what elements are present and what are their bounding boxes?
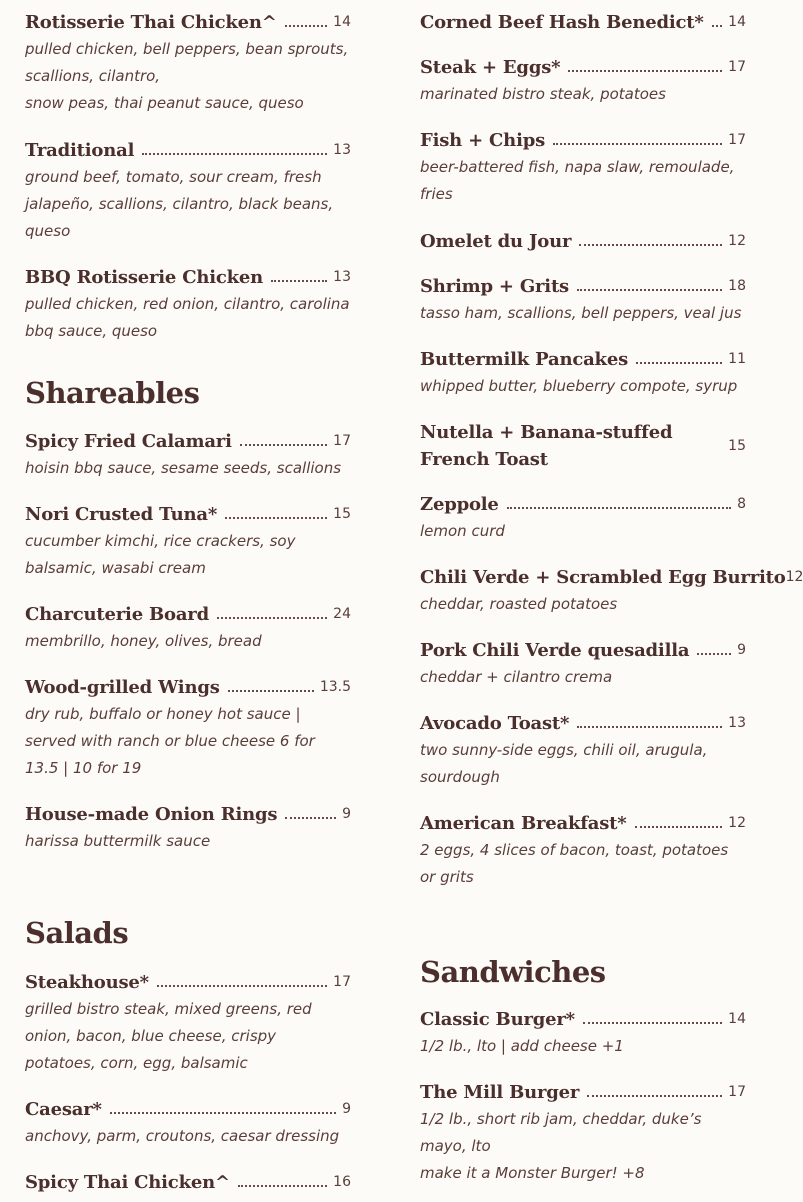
item-name: Omelet du Jour (420, 230, 572, 252)
leader-dots (228, 690, 314, 692)
leader-dots (583, 1022, 722, 1024)
item-name: House-made Onion Rings (25, 803, 278, 825)
item-description: pulled chicken, bell peppers, bean sprouts, scallions, cilantro, (25, 40, 349, 85)
item-name: Nutella + Banana-stuffed French Toast (420, 422, 673, 470)
item-description: whipped butter, blueberry compote, syrup (420, 377, 738, 395)
menu-item (420, 710, 746, 791)
item-name: Steak + Eggs* (420, 56, 561, 78)
menu-item (25, 1096, 351, 1150)
item-name: Chili Verde + Scrambled Egg Burrito (420, 566, 786, 588)
item-note: make it a Monster Burger! +8 (420, 1164, 645, 1182)
item-name: Traditional (25, 139, 135, 161)
item-price: 8 (737, 496, 746, 512)
item-name: Charcuterie Board (25, 603, 209, 625)
item-price: 9 (737, 642, 746, 658)
item-price: 12 (785, 569, 803, 585)
section-title-sandwiches: Sandwiches (420, 955, 606, 989)
item-description: tasso ham, scallions, bell peppers, veal jus (420, 304, 742, 322)
item-name: American Breakfast* (420, 812, 627, 834)
item-description: ground beef, tomato, sour cream, fresh jalapeño, scallions, cilantro, black beans, queso (25, 168, 334, 240)
section-title-shareables: Shareables (25, 376, 200, 410)
item-price: 13 (728, 715, 746, 731)
item-description: harissa buttermilk sauce (25, 832, 211, 850)
leader-dots (635, 826, 723, 828)
menu-item (25, 1169, 351, 1195)
item-price: 12 (728, 815, 746, 831)
item-price: 14 (728, 1011, 746, 1027)
item-description: membrillo, honey, olives, bread (25, 632, 262, 650)
menu-item (25, 801, 351, 855)
item-name: Spicy Thai Chicken^ (25, 1171, 230, 1193)
leader-dots (553, 143, 722, 145)
menu-item (25, 674, 351, 782)
menu-item (25, 969, 351, 1077)
menu-item (25, 9, 351, 117)
leader-dots (568, 70, 722, 72)
item-description: cheddar, roasted potatoes (420, 595, 618, 613)
item-name: The Mill Burger (420, 1081, 580, 1103)
item-description: cucumber kimchi, rice crackers, soy balsamic, wasabi cream (25, 532, 296, 577)
leader-dots (577, 289, 722, 291)
item-description: beer-battered fish, napa slaw, remoulade, fries (420, 158, 735, 203)
item-price: 12 (728, 233, 746, 249)
menu-item (420, 1006, 746, 1060)
item-price: 13 (333, 269, 351, 285)
menu-item (420, 127, 746, 208)
menu-item (420, 564, 803, 618)
item-price: 24 (333, 606, 351, 622)
item-description: snow peas, thai peanut sauce, queso (25, 94, 304, 112)
menu-item (420, 346, 746, 400)
item-name: Nori Crusted Tuna* (25, 503, 218, 525)
leader-dots (507, 507, 731, 509)
item-name: Caesar* (25, 1098, 102, 1120)
item-name: Corned Beef Hash Benedict* (420, 11, 704, 33)
menu-item (25, 501, 351, 582)
item-description: cheddar + cilantro crema (420, 668, 613, 686)
menu-item (420, 54, 746, 108)
item-price: 14 (728, 14, 746, 30)
menu-item (25, 601, 351, 655)
leader-dots (157, 985, 327, 987)
leader-dots (238, 1185, 327, 1187)
menu-item (420, 228, 746, 254)
item-price: 17 (728, 59, 746, 75)
menu-item (420, 9, 746, 35)
item-price: 18 (728, 278, 746, 294)
leader-dots (217, 617, 327, 619)
menu-item (420, 491, 746, 545)
item-price: 17 (333, 974, 351, 990)
item-name: Avocado Toast* (420, 712, 570, 734)
item-name: Classic Burger* (420, 1008, 575, 1030)
item-description: 1/2 lb., short rib jam, cheddar, duke’s mayo, lto (420, 1110, 702, 1155)
item-price: 16 (333, 1174, 351, 1190)
item-name: Spicy Fried Calamari (25, 430, 232, 452)
leader-dots (240, 444, 327, 446)
menu-item (25, 428, 351, 482)
menu-item (25, 264, 351, 345)
item-name: Buttermilk Pancakes (420, 348, 629, 370)
item-name: Zeppole (420, 493, 499, 515)
item-description: marinated bistro steak, potatoes (420, 85, 666, 103)
item-name: BBQ Rotisserie Chicken (25, 266, 264, 288)
item-price: 9 (342, 1101, 351, 1117)
leader-dots (697, 653, 731, 655)
leader-dots (285, 817, 336, 819)
item-price: 13.5 (319, 679, 351, 695)
item-price: 11 (728, 351, 746, 367)
menu-item (420, 1079, 746, 1187)
leader-dots (271, 280, 327, 282)
item-price: 17 (728, 1084, 746, 1100)
item-name: Wood-grilled Wings (25, 676, 220, 698)
item-description: grilled bistro steak, mixed greens, red onion, bacon, blue cheese, crispy potatoes, corn, egg, balsamic (25, 1000, 312, 1072)
item-name: Shrimp + Grits (420, 275, 569, 297)
item-description: hoisin bbq sauce, sesame seeds, scallions (25, 459, 342, 477)
leader-dots (110, 1112, 336, 1114)
item-price: 17 (728, 132, 746, 148)
item-price: 9 (342, 806, 351, 822)
item-price: 17 (333, 433, 351, 449)
leader-dots (579, 244, 722, 246)
menu-item (420, 419, 746, 473)
menu-item (25, 137, 351, 245)
leader-dots (577, 726, 722, 728)
item-price: 13 (333, 142, 351, 158)
item-description: lemon curd (420, 522, 505, 540)
leader-dots (636, 362, 722, 364)
item-description: anchovy, parm, croutons, caesar dressing (25, 1127, 340, 1145)
item-description: pulled chicken, red onion, cilantro, carolina bbq sauce, queso (25, 295, 350, 340)
item-description: 1/2 lb., lto | add cheese +1 (420, 1037, 624, 1055)
leader-dots (225, 517, 327, 519)
item-name: Fish + Chips (420, 129, 546, 151)
item-name: Pork Chili Verde quesadilla (420, 639, 690, 661)
item-price: 14 (333, 14, 351, 30)
menu-item (420, 810, 746, 891)
leader-dots (587, 1095, 722, 1097)
item-price: 15 (728, 438, 746, 454)
menu-item (420, 637, 746, 691)
item-description: two sunny-side eggs, chili oil, arugula, sourdough (420, 741, 708, 786)
item-description: 2 eggs, 4 slices of bacon, toast, potatoes or grits (420, 841, 729, 886)
leader-dots (142, 153, 327, 155)
item-price: 15 (333, 506, 351, 522)
item-description: dry rub, buffalo or honey hot sauce | served with ranch or blue cheese 6 for 13.5 | 10 for 19 (25, 705, 315, 777)
menu-item (420, 273, 746, 327)
section-title-salads: Salads (25, 916, 129, 950)
item-name: Rotisserie Thai Chicken^ (25, 11, 277, 33)
item-name: Steakhouse* (25, 971, 149, 993)
leader-dots (285, 25, 328, 27)
leader-dots (712, 25, 723, 27)
